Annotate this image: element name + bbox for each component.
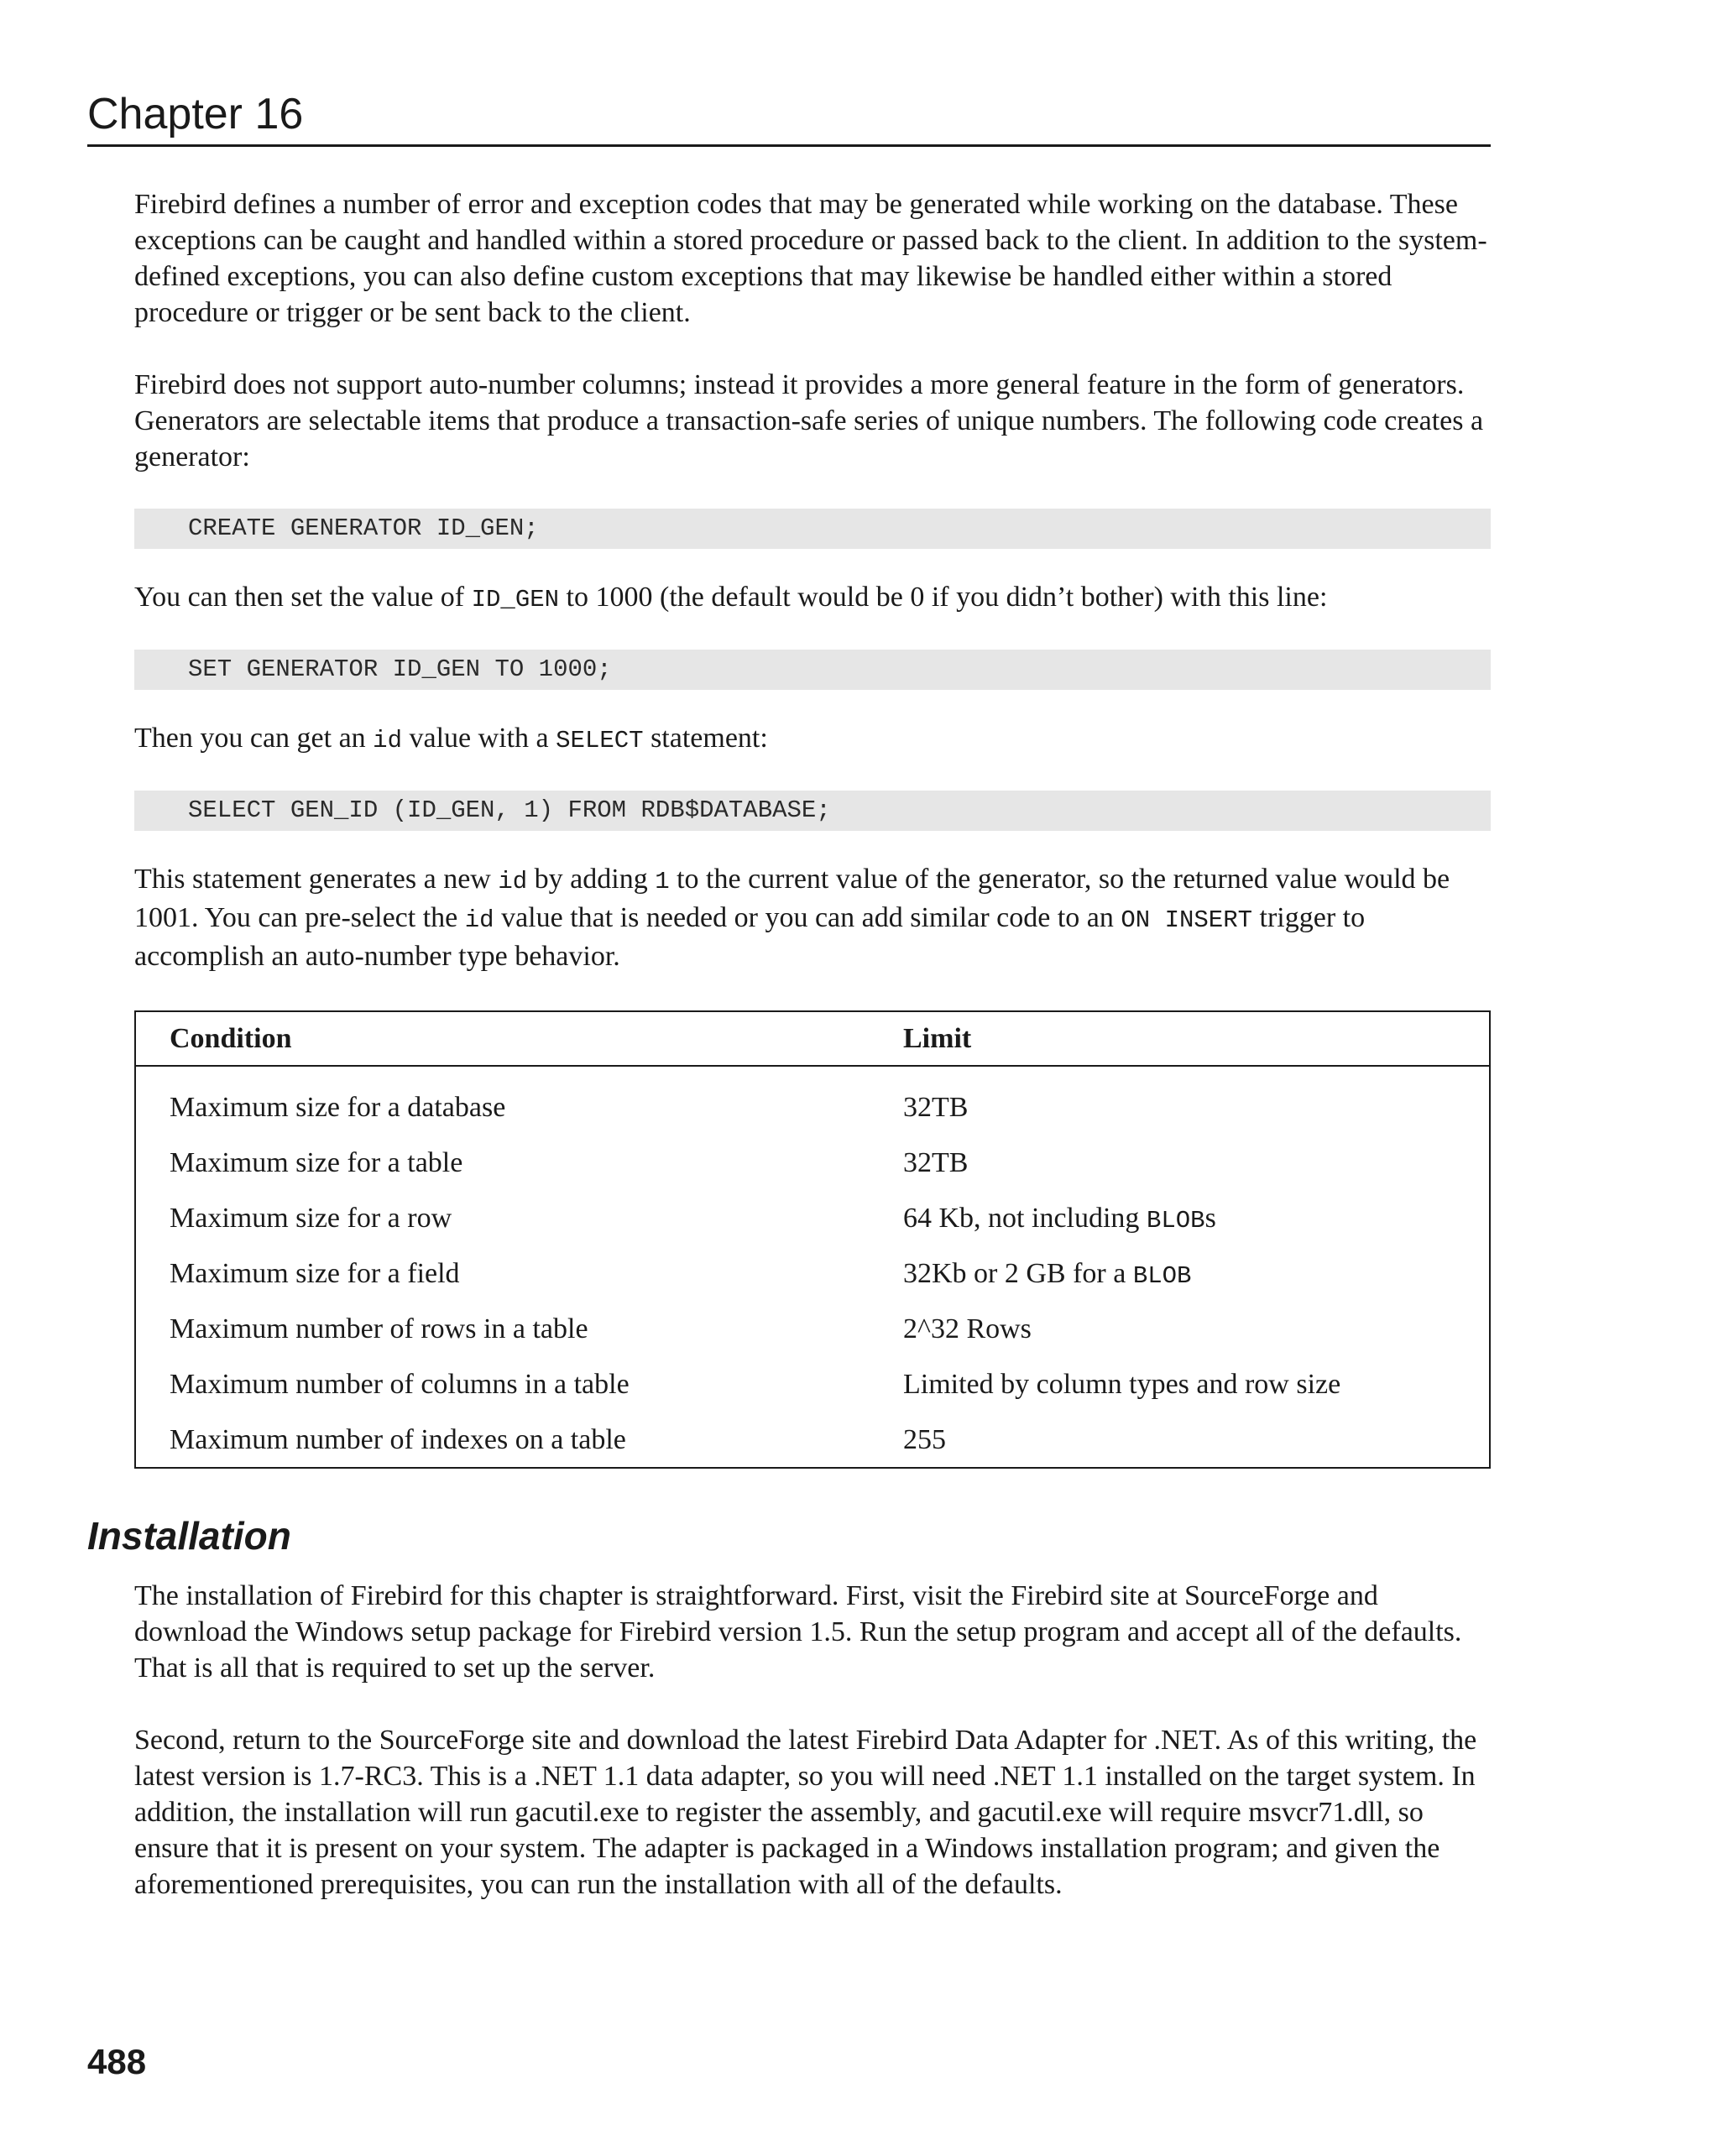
limits-table (134, 1010, 1491, 1469)
inline-code: ON INSERT (1121, 906, 1253, 934)
inline-code: ID_GEN (471, 586, 560, 613)
text-run: to 1000 (the default would be 0 if you didn’t bother) with this line: (559, 582, 1328, 613)
code-block-select-gen-id: SELECT GEN_ID (ID_GEN, 1) FROM RDB$DATABASE; (134, 791, 1491, 831)
paragraph-select-id (134, 720, 1491, 759)
cell-condition: Maximum number of rows in a table (170, 1313, 588, 1344)
cell-condition: Maximum size for a field (170, 1258, 460, 1289)
table-row (136, 1302, 1489, 1358)
inline-code: 1 (655, 868, 670, 895)
table-header (136, 1012, 1489, 1067)
text-run: by adding (527, 864, 656, 895)
cell-limit: 32TB (903, 1147, 969, 1178)
paragraph-generators: Firebird does not support auto-number columns; instead it provides a more general feature in the form of generators. Generators are selectable items that produce a transaction-safe series of unique numbers. The following code creates a generator: (134, 369, 1484, 472)
paragraph-exceptions: Firebird defines a number of error and exception codes that may be generated while working on the database. These exceptions can be caught and handled within a stored procedure or passed back to the client. In addition to the system-defined exceptions, you can also define custom exceptions that may likewise be handled either within a stored procedure or trigger or be sent back to the client. (134, 189, 1487, 328)
code-block-create-generator: CREATE GENERATOR ID_GEN; (134, 509, 1491, 549)
paragraph-statement-explanation (134, 861, 1491, 974)
cell-condition: Maximum number of indexes on a table (170, 1424, 626, 1455)
cell-limit (903, 1200, 1216, 1239)
cell-limit: 255 (903, 1424, 946, 1455)
inline-code: id (464, 906, 494, 934)
cell-condition: Maximum size for a database (170, 1092, 506, 1123)
table-row (136, 1358, 1489, 1413)
text-run: trigger to accomplish an auto-number type behavior. (134, 902, 1366, 972)
table-row (136, 1247, 1489, 1302)
text-run: to the current value of the generator, so the returned value would be 1001. You can pre-select the (134, 864, 1450, 933)
table-row (136, 1081, 1489, 1136)
section-heading-installation: Installation (87, 1514, 291, 1558)
paragraph-installation-server: The installation of Firebird for this chapter is straightforward. First, visit the Firebird site at SourceForge and download the Windows setup package for Firebird version 1.5. Run the setup program and accept all of the defaults. That is all that is required to set up the server. (134, 1580, 1462, 1684)
column-header-condition: Condition (170, 1023, 292, 1054)
page-number: 488 (87, 2042, 147, 2081)
inline-code: id (373, 727, 402, 754)
code-block-set-generator: SET GENERATOR ID_GEN TO 1000; (134, 650, 1491, 690)
table-row (136, 1192, 1489, 1247)
chapter-title: Chapter 16 (87, 90, 304, 138)
inline-code: id (498, 868, 528, 895)
text-run: Then you can get an (134, 723, 374, 754)
text-run: value that is needed or you can add similar code to an (494, 902, 1121, 933)
paragraph-installation-adapter: Second, return to the SourceForge site and download the latest Firebird Data Adapter for .NET. As of this writing, the latest version is 1.7-RC3. This is a .NET 1.1 data adapter, so you will need .NET 1.1 installed on the target system. In addition, the installation will run gacutil.exe to register the assembly, and gacutil.exe will require msvcr71.dll, so ensure that it is present on your system. The adapter is packaged in a Windows installation program; and given the aforementioned prerequisites, you can run the installation with all of the defaults. (134, 1725, 1477, 1900)
cell-condition: Maximum size for a table (170, 1147, 463, 1178)
cell-limit: 32TB (903, 1092, 969, 1123)
cell-limit: Limited by column types and row size (903, 1369, 1341, 1400)
inline-code: SELECT (556, 727, 644, 754)
table-row (136, 1413, 1489, 1469)
cell-condition: Maximum number of columns in a table (170, 1369, 630, 1400)
column-header-limit: Limit (903, 1023, 972, 1054)
text-run: This statement generates a new (134, 864, 499, 895)
paragraph-set-value (134, 579, 1491, 618)
running-head (87, 84, 1491, 147)
cell-condition: Maximum size for a row (170, 1203, 452, 1234)
cell-limit: 2^32 Rows (903, 1313, 1032, 1344)
text-run: value with a (401, 723, 556, 754)
text-run: s (1204, 1203, 1216, 1234)
cell-limit (903, 1255, 1191, 1294)
text-run: 32Kb or 2 GB for a (903, 1258, 1133, 1289)
text-run: You can then set the value of (134, 582, 472, 613)
table-row (136, 1136, 1489, 1192)
text-run: statement: (643, 723, 768, 754)
inline-code: BLOB (1146, 1207, 1205, 1235)
inline-code: BLOB (1132, 1262, 1192, 1290)
text-run: 64 Kb, not including (903, 1203, 1147, 1234)
